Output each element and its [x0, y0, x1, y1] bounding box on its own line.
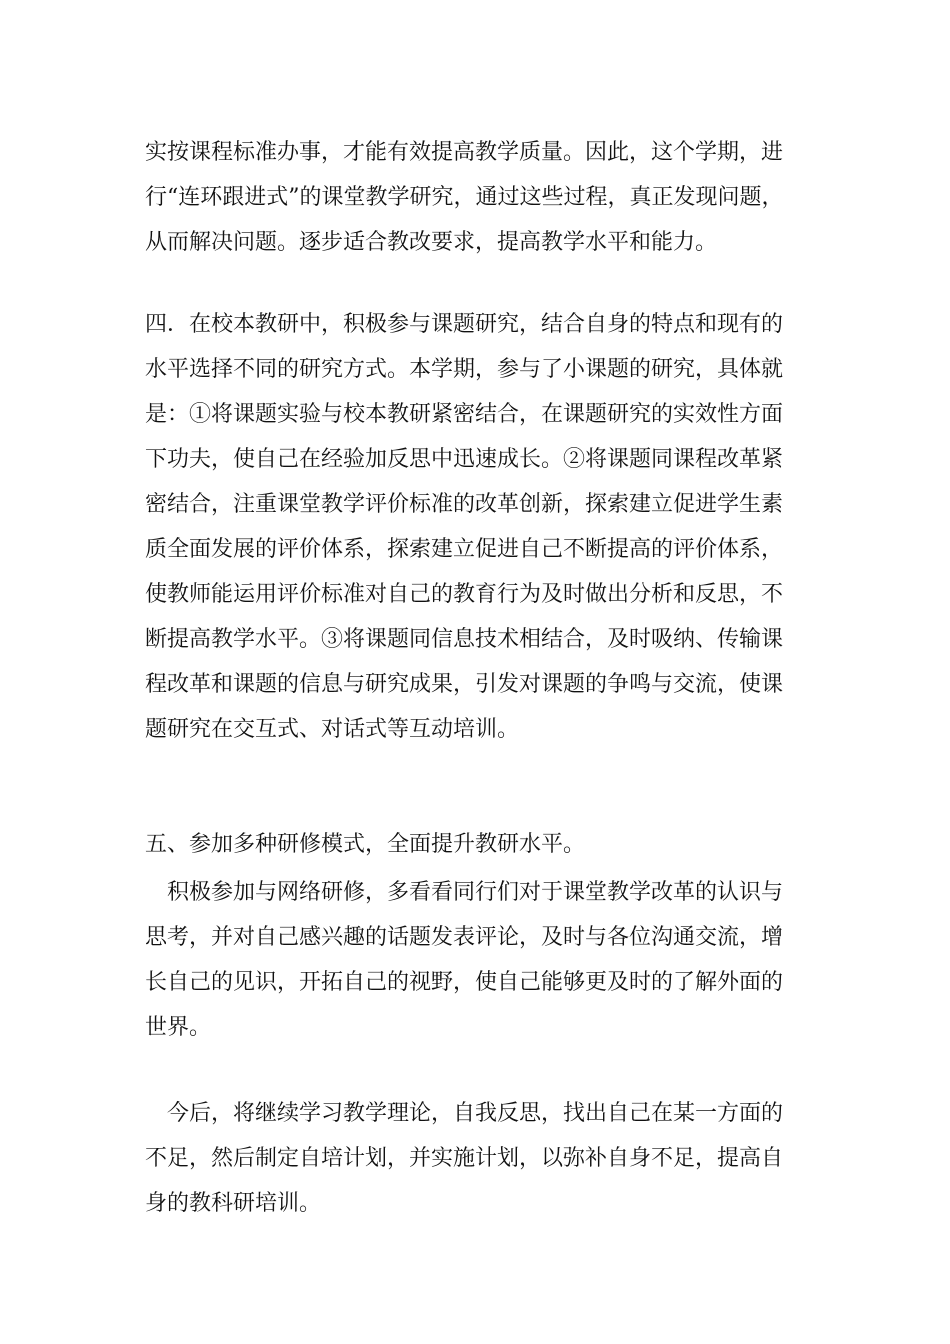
text-line: 不足，然后制定自培计划，并实施计划，以弥补自身不足，提高自	[145, 1146, 784, 1171]
section-five-heading	[145, 822, 810, 867]
text-line: 水平选择不同的研究方式。本学期，参与了小课题的研究，具体就	[145, 357, 784, 382]
paragraph-section-four	[145, 302, 810, 752]
text-line: 世界。	[145, 1015, 212, 1040]
text-line: 从而解决问题。逐步适合教改要求，提高教学水平和能力。	[145, 230, 718, 255]
text-line: 长自己的见识，开拓自己的视野，使自己能够更及时的了解外面的	[145, 970, 784, 995]
text-line: 质全面发展的评价体系，探索建立促进自己不断提高的评价体系，	[145, 537, 784, 562]
paragraph-online-training	[145, 870, 810, 1050]
text-line: 思考，并对自己感兴趣的话题发表评论，及时与各位沟通交流，增	[145, 925, 784, 950]
text-line: 身的教科研培训。	[145, 1191, 322, 1216]
text-line: 程改革和课题的信息与研究成果，引发对课题的争鸣与交流，使课	[145, 672, 784, 697]
text-line: 断提高教学水平。③将课题同信息技术相结合，及时吸纳、传输课	[145, 627, 784, 652]
text-line: 使教师能运用评价标准对自己的教育行为及时做出分析和反思，不	[145, 582, 784, 607]
text-line: 今后，将继续学习教学理论，自我反思，找出自己在某一方面的	[167, 1101, 784, 1126]
text-line: 下功夫，使自己在经验加反思中迅速成长。②将课题同课程改革紧	[145, 447, 784, 472]
text-line: 积极参加与网络研修，多看看同行们对于课堂教学改革的认识与	[167, 880, 784, 905]
text-line: 密结合，注重课堂教学评价标准的改革创新，探索建立促进学生素	[145, 492, 784, 517]
paragraph-future-plan	[145, 1091, 810, 1226]
paragraph-course-standards	[145, 130, 810, 265]
text-line: 四．在校本教研中，积极参与课题研究，结合自身的特点和现有的	[145, 312, 784, 337]
text-line: 实按课程标准办事，才能有效提高教学质量。因此，这个学期，进	[145, 140, 784, 165]
heading-line: 五、参加多种研修模式，全面提升教研水平。	[145, 832, 586, 857]
text-line: 是：①将课题实验与校本教研紧密结合，在课题研究的实效性方面	[145, 402, 784, 427]
text-line: 行“连环跟进式”的课堂教学研究，通过这些过程，真正发现问题，	[145, 185, 784, 210]
text-line: 题研究在交互式、对话式等互动培训。	[145, 717, 520, 742]
